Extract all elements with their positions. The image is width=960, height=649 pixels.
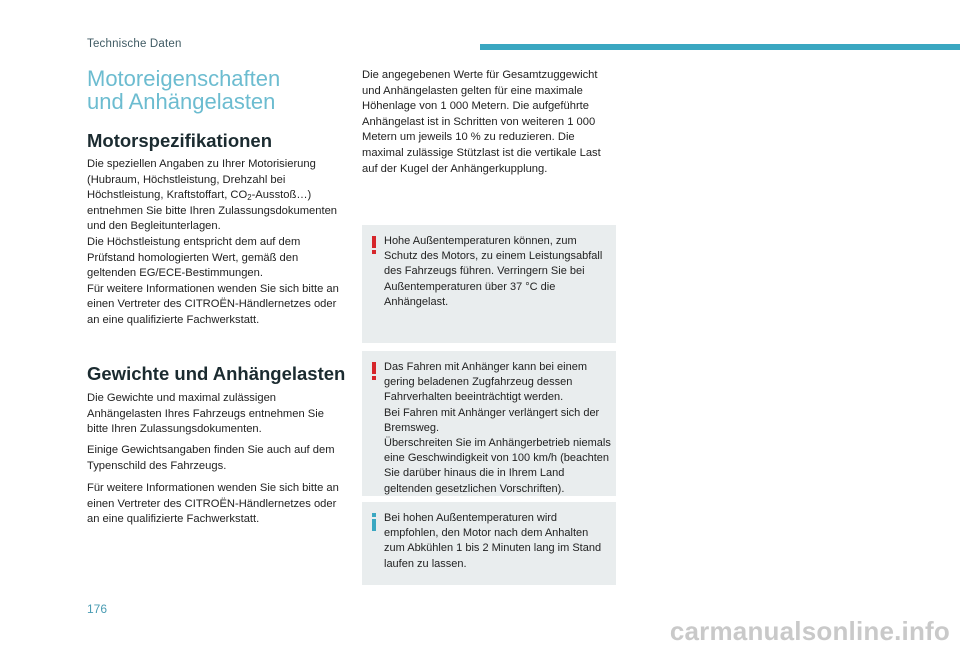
info-i-icon: [369, 513, 379, 531]
motor-text-4: Für weitere Informationen wenden Sie sich bitte an einen Vertreter des CITROËN-Händlernetzes oder an eine qualifizierte Fachwerkstatt.: [87, 282, 339, 326]
motor-text-1: Die speziellen Angaben zu Ihrer Motorisierung (Hubraum, Höchstleistung, Drehzahl bei Höchstleistung, Kraftstoffart, CO: [87, 158, 316, 202]
header-accent-bar: [480, 44, 960, 50]
weights-heading: Gewichte und Anhängelasten: [87, 363, 346, 384]
motor-text-3: Die Höchstleistung entspricht dem auf dem Prüfstand homologierten Wert, gemäß den geltenden EG/ECE-Bestimmungen.: [87, 235, 301, 280]
weights-paragraph-2: Einige Gewichtsangaben finden Sie auch auf dem Typenschild des Fahrzeugs.: [87, 444, 335, 472]
motor-paragraph: [87, 157, 345, 329]
info-note-text: Bei hohen Außentemperaturen wird empfohlen, den Motor nach dem Anhalten zum Abkühlen 1 bis 2 Minuten lang im Stand laufen zu lassen.: [384, 512, 602, 570]
page-title-line-1: Motoreigenschaften: [87, 66, 281, 91]
page-title: [87, 67, 280, 113]
motor-heading: Motorspezifikationen: [87, 130, 273, 151]
watermark: carmanualsonline.info: [669, 616, 950, 646]
info-note-cooling: [362, 502, 616, 585]
weights-paragraph-1: Die Gewichte und maximal zulässigen Anhängelasten Ihres Fahrzeugs entnehmen Sie bitte Ihren Zulassungsdokumenten.: [87, 392, 324, 436]
warning-note-trailer: [362, 351, 616, 496]
co2-subscript: 2: [247, 193, 252, 203]
motor-text-2: -Ausstoß…) entnehmen Sie bitte Ihren Zulassungsdokumenten und den Begleitunterlagen.: [87, 189, 338, 233]
altitude-info-paragraph: Die angegebenen Werte für Gesamtzuggewicht und Anhängelasten gelten für eine maximale Höhenlage von 1 000 Metern. Die aufgeführte Anhängelast ist in Schritten von weiteren 1 000 Metern um jeweils 10 % zu reduzieren. Die maximal zulässige Stützlast ist die vertikale Last auf der Kugel der Anhängerkupplung.: [362, 69, 601, 175]
warning-exclamation-icon: [369, 236, 379, 254]
warning-note-temperature: [362, 225, 616, 343]
warning-note-text: Hohe Außentemperaturen können, zum Schutz des Motors, zu einem Leistungsabfall des Fahrzeugs führen. Verringern Sie bei Außentemperaturen über 37 °C die Anhängelast.: [384, 235, 603, 308]
page-number: 176: [87, 602, 108, 616]
warning-exclamation-icon: [369, 362, 379, 380]
section-label: Technische Daten: [87, 38, 182, 50]
weights-paragraph-3: Für weitere Informationen wenden Sie sich bitte an einen Vertreter des CITROËN-Händlernetzes oder an eine qualifizierte Fachwerkstatt.: [87, 482, 339, 526]
warning-note-text: Das Fahren mit Anhänger kann bei einem gering beladenen Zugfahrzeug dessen Fahrverhalten beeinträchtigt werden. Bei Fahren mit Anhänger verlängert sich der Bremsweg. Überschreiten Sie im Anhängerbetrieb niemals eine Geschwindigkeit von 100 km/h (beachten Sie darüber hinaus die in Ihrem Land geltenden gesetzlichen Vorschriften).: [384, 361, 611, 495]
page-title-line-2: und Anhängelasten: [87, 89, 276, 114]
